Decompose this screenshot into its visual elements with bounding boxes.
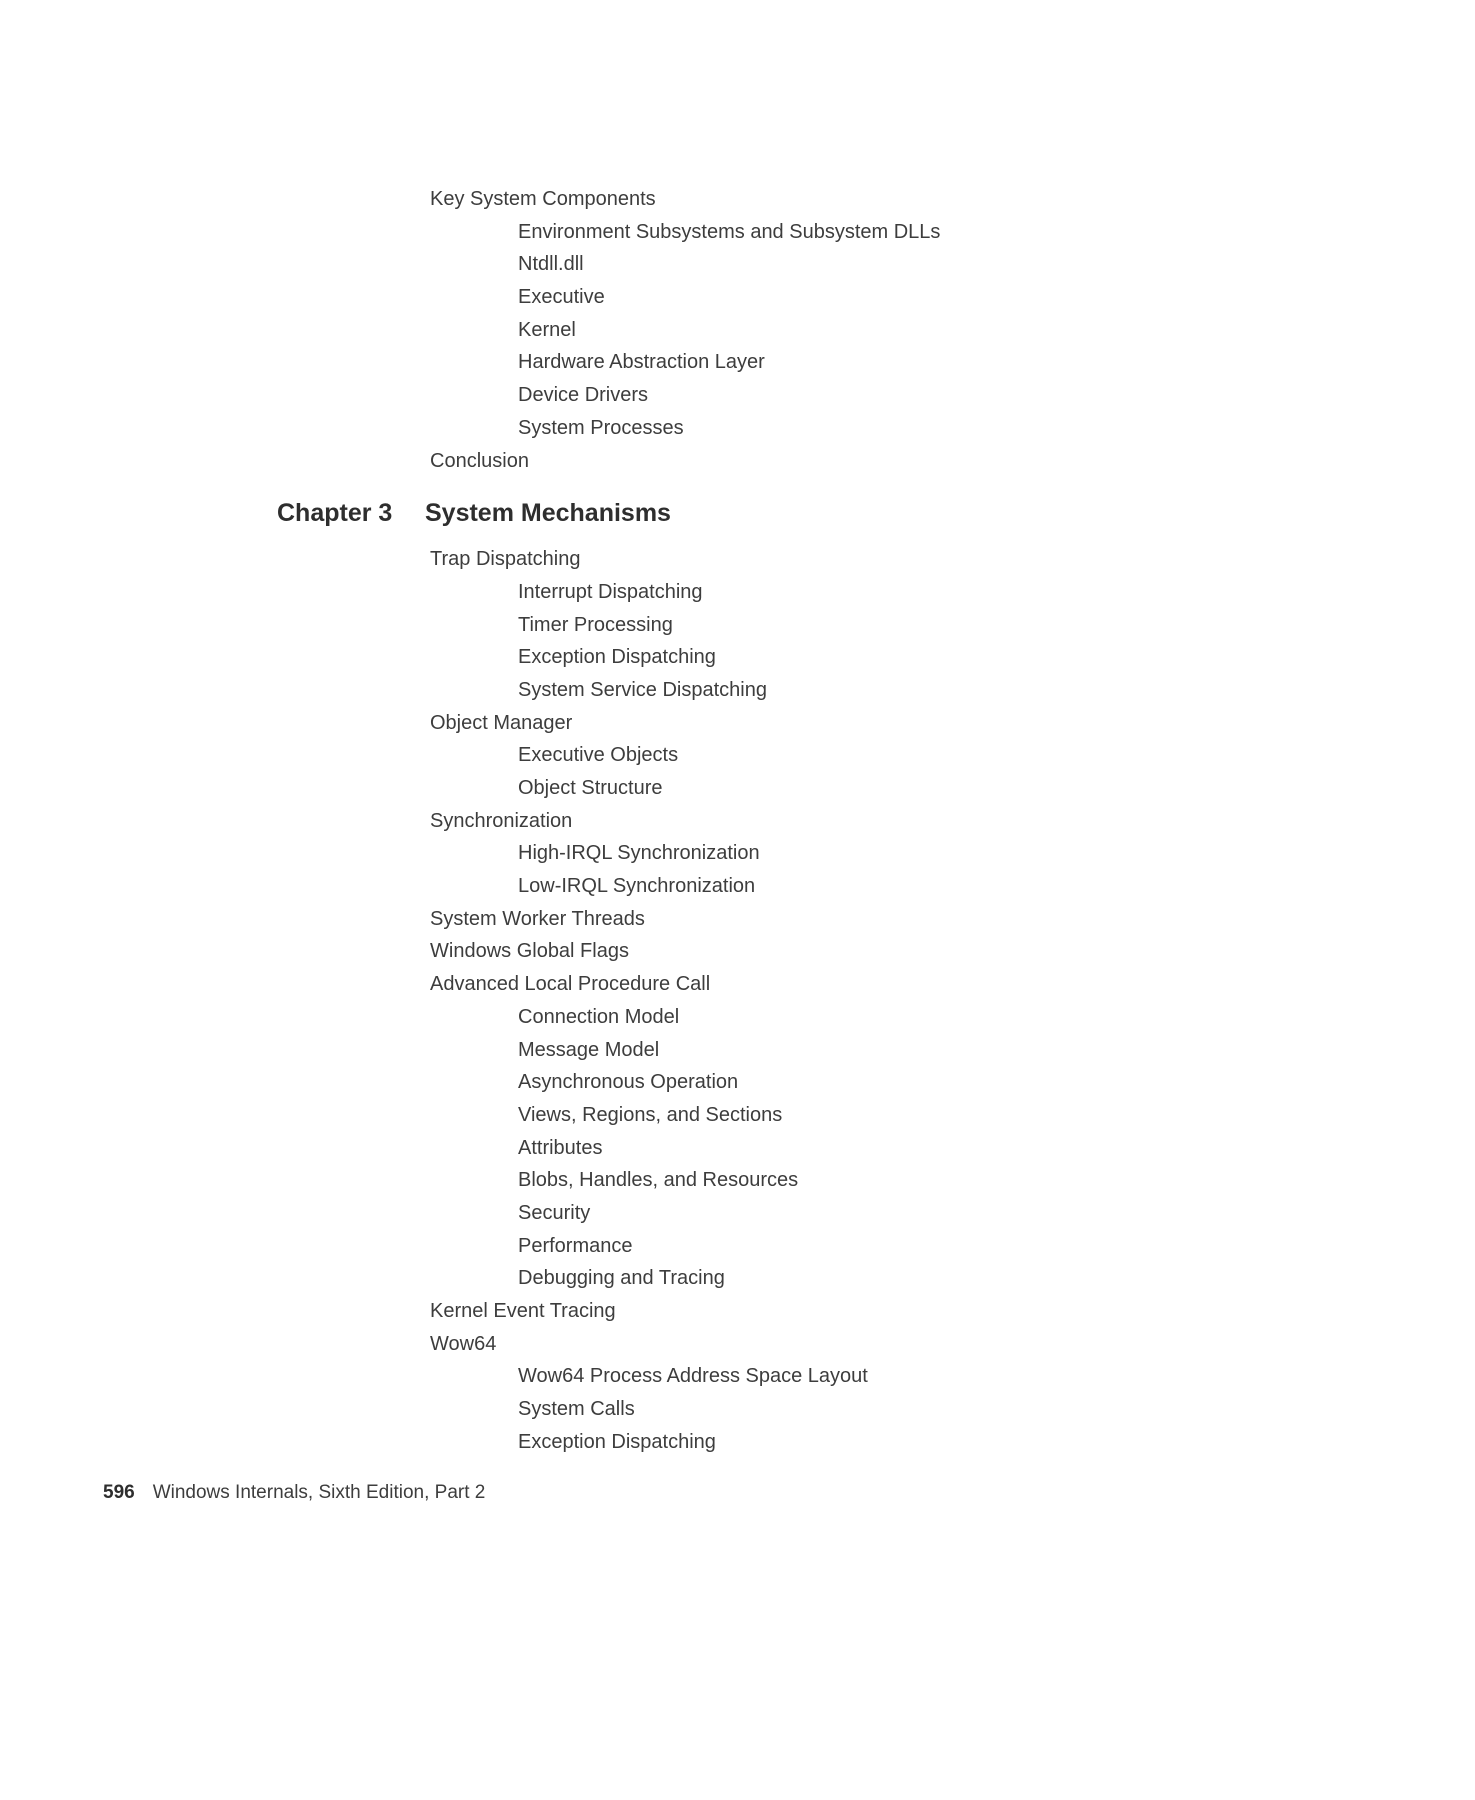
toc-entry: System Worker Threads bbox=[430, 907, 645, 930]
toc-entry: Trap Dispatching bbox=[430, 548, 581, 571]
toc-entry: Timer Processing bbox=[518, 613, 673, 636]
toc-entry: Asynchronous Operation bbox=[518, 1071, 739, 1094]
toc-entry: Wow64 Process Address Space Layout bbox=[518, 1365, 868, 1388]
chapter-number: Chapter 3 bbox=[277, 499, 393, 528]
toc-entry: Synchronization bbox=[430, 809, 573, 832]
toc-entry: Wow64 bbox=[430, 1332, 497, 1355]
toc-entry: Ntdll.dll bbox=[518, 253, 584, 276]
chapter-heading bbox=[0, 492, 1475, 534]
toc-entry: Object Structure bbox=[518, 777, 663, 799]
toc-entry: Environment Subsystems and Subsystem DLLs bbox=[518, 220, 941, 243]
toc-entry: System Calls bbox=[518, 1398, 635, 1421]
toc-entry: System Service Dispatching bbox=[518, 678, 767, 701]
page-footer bbox=[103, 1482, 485, 1504]
book-title: Windows Internals, Sixth Edition, Part 2 bbox=[152, 1482, 486, 1503]
toc-entry: Key System Components bbox=[430, 188, 656, 210]
toc-entry: Kernel Event Tracing bbox=[430, 1300, 616, 1322]
toc-entry: Conclusion bbox=[430, 449, 529, 472]
toc-entry: Advanced Local Procedure Call bbox=[430, 973, 711, 996]
toc-entry: Low-IRQL Synchronization bbox=[518, 875, 756, 898]
toc-entry: Kernel bbox=[518, 318, 576, 341]
toc-entry: Debugging and Tracing bbox=[518, 1267, 725, 1290]
toc-entry: Blobs, Handles, and Resources bbox=[518, 1169, 799, 1192]
toc-entry: Executive bbox=[518, 286, 605, 309]
toc-entry: Windows Global Flags bbox=[430, 940, 629, 963]
toc-entry: Exception Dispatching bbox=[518, 646, 716, 669]
toc-entry: Performance bbox=[518, 1234, 633, 1257]
toc-entry: Hardware Abstraction Layer bbox=[518, 351, 765, 374]
toc-entry: Message Model bbox=[518, 1038, 660, 1061]
toc-entry: Attributes bbox=[518, 1136, 603, 1159]
page-number: 596 bbox=[103, 1482, 135, 1503]
toc-entry: Exception Dispatching bbox=[518, 1430, 716, 1453]
toc-entry: Device Drivers bbox=[518, 384, 649, 407]
toc-entry: Connection Model bbox=[518, 1005, 680, 1028]
toc-entry: Views, Regions, and Sections bbox=[518, 1103, 783, 1126]
chapter-title: System Mechanisms bbox=[425, 499, 671, 528]
toc-entry: Executive Objects bbox=[518, 744, 679, 767]
toc-entry: High-IRQL Synchronization bbox=[518, 842, 760, 865]
toc-entry: System Processes bbox=[518, 416, 684, 439]
toc-entry: Object Manager bbox=[430, 711, 573, 734]
toc-entry: Interrupt Dispatching bbox=[518, 580, 703, 603]
toc-entry: Security bbox=[518, 1201, 591, 1224]
